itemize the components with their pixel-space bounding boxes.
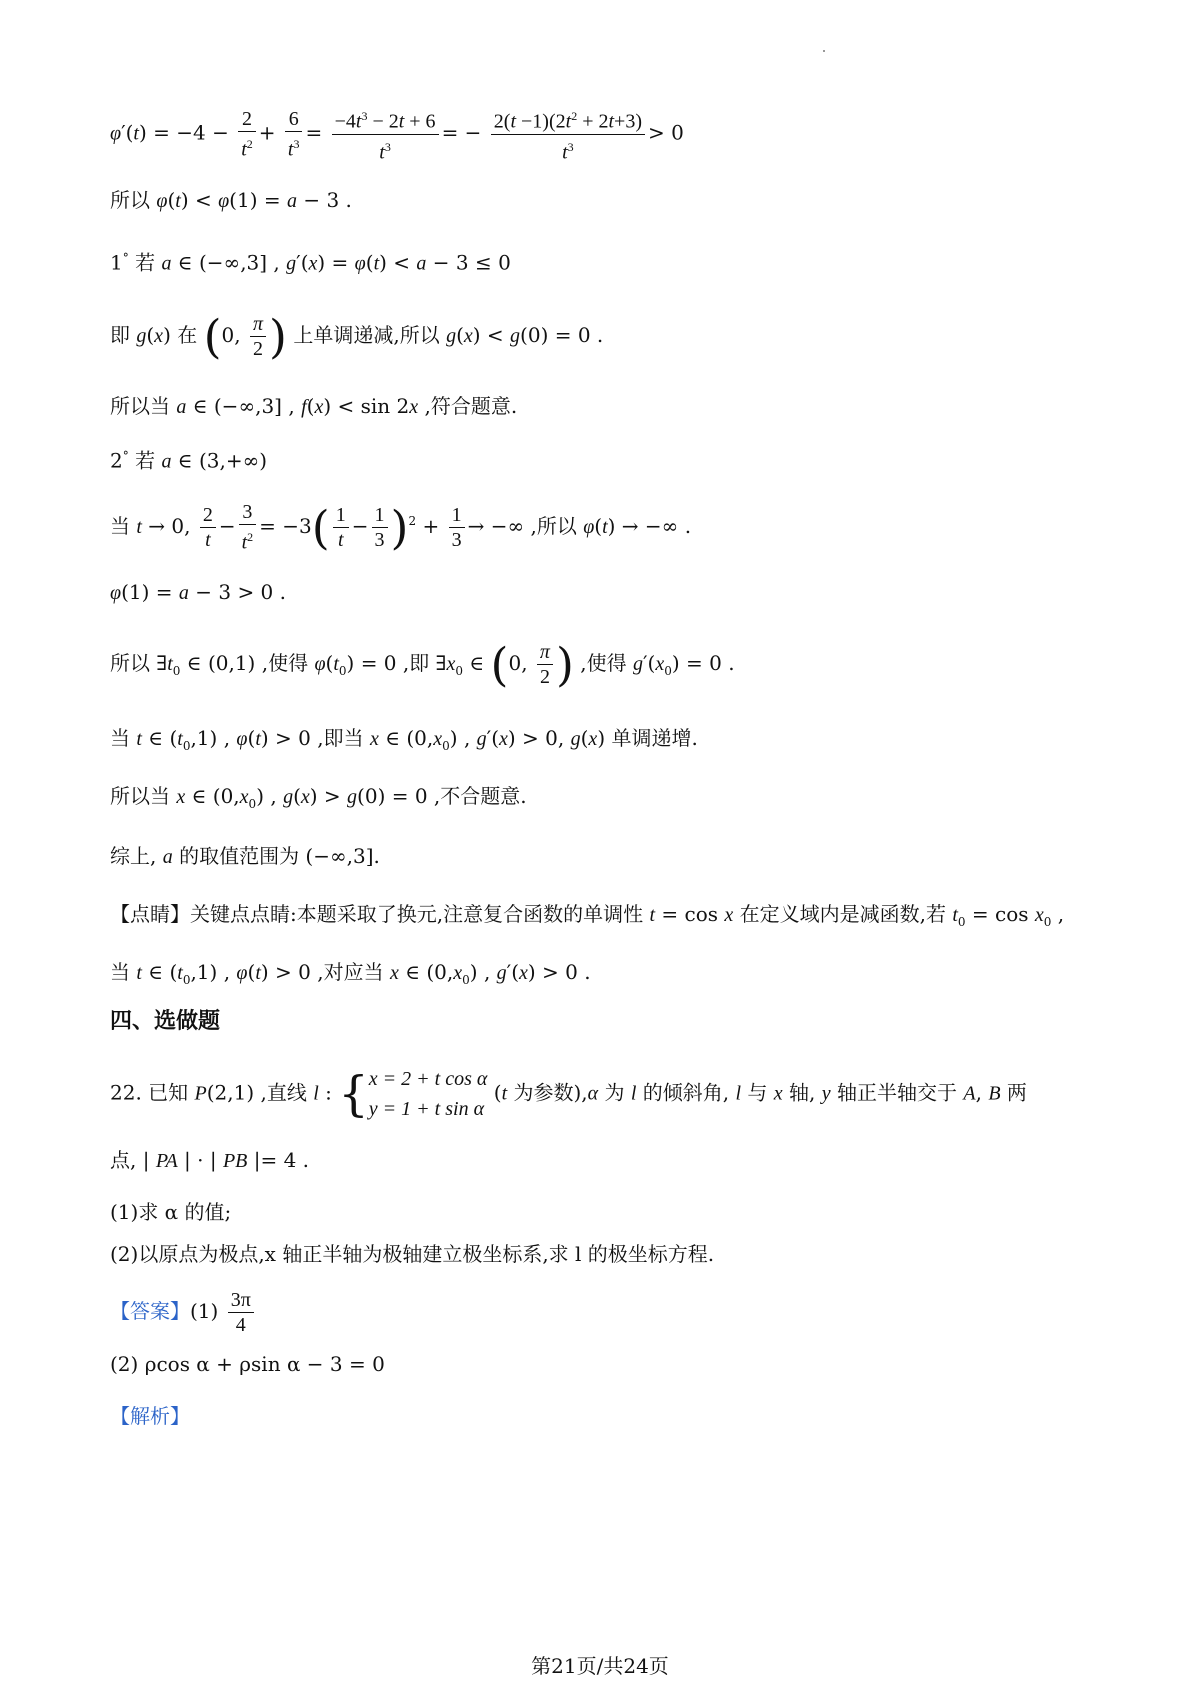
line-phi-one: φ(1) = a − 3 > 0 . <box>110 580 286 604</box>
line-tip-2: 当 t ∈ $(t_0,1)$ , φ(t) > 0 ,对应当 x ∈ $(0,x_0)$ , g′(x) > 0 . <box>110 960 591 987</box>
answer-label: 【答案】 <box>110 1299 190 1323</box>
line-case-1: 1° 若 a ∈ (−∞,3] , g′(x) = φ(t) < a − 3 ≤ 0 <box>110 250 511 275</box>
line-case-2: 2° 若 a ∈ (3,+∞) <box>110 448 268 473</box>
answer-line-1 <box>110 1288 257 1337</box>
section-heading: 四、选做题 <box>110 1009 221 1034</box>
line-g-decreasing: 即 g(x) 在 (0, $\frac{\pi}{2}$ ) 上单调递减,所以 g(x) < g(0) = 0 . <box>110 309 604 364</box>
page-footer: 第21页/共24页 <box>531 1654 669 1678</box>
question-22: 22. 已知 P(2,1) ,直线 l : {x = 2 + t cos α y = 1 + t sin α (t 为参数),α 为 l 的倾斜角, l 与 x 轴, y 轴正半轴交于 A, B 两 <box>110 1066 1027 1122</box>
answer-1-prefix: (1) <box>190 1299 219 1323</box>
line-increasing: 当 t ∈ $(t_0,1)$ , φ(t) > 0 ,即当 x ∈ $(0,x_0)$ , g′(x) > 0, g(x) 单调递增. <box>110 726 698 753</box>
line-limit: 当 t → 0, $\frac{2}{t}$ − $\frac{3}{t^2}$ = −3( $\frac{1}{t}$ − $\frac{1}{3}$ )$^2$ + $\frac{1}{3}$ → −∞ ,所以 φ(t) → −∞ . <box>110 500 692 555</box>
answer-1-denominator: 4 <box>228 1312 254 1337</box>
answer-1-numerator: 3π <box>230 1289 251 1311</box>
analysis-label: 【解析】 <box>110 1404 190 1428</box>
line-summary: 综上, a 的取值范围为 (−∞,3]. <box>110 844 380 868</box>
scan-dot <box>823 50 825 52</box>
line-conclusion-1: 所以当 a ∈ (−∞,3] , f(x) < sin 2x ,符合题意. <box>110 394 518 418</box>
question-22-cont: 点, | PA | · | PB |= 4 . <box>110 1148 310 1172</box>
line-phi-bound: 所以 φ(t) < φ(1) = a − 3 . <box>110 188 352 212</box>
line-exists: 所以 $\exists t_0$ ∈ (0,1) ,使得 $\varphi(t_0) = 0$ ,即 $\exists x_0$ ∈ (0, $\frac{\pi}{2}$ ) ,使得 $g'(x_0) = 0$ . <box>110 637 735 692</box>
sub-question-2: (2)以原点为极点,x 轴正半轴为极轴建立极坐标系,求 l 的极坐标方程. <box>110 1242 715 1266</box>
line-not-meet: 所以当 x ∈ $(0,x_0)$ , g(x) > g(0) = 0 ,不合题意. <box>110 784 527 811</box>
formula-phi-derivative: φ′(t) = −4 − $\frac{2}{t^2}$ + $\frac{6}{t^3}$ = $\frac{-4t^3 - 2t + 6}{t^3}$ = − $\frac{2(t -1)(2t^2 + 2t+3)}{t^3}$ > 0 <box>110 107 684 164</box>
answer-line-2: (2) ρcos α + ρsin α − 3 = 0 <box>110 1352 385 1376</box>
sub-question-1: (1)求 α 的值; <box>110 1200 232 1224</box>
line-tip: 【点睛】关键点点睛:本题采取了换元,注意复合函数的单调性 t = cos x 在定义域内是减函数,若 $t_0 = \cos x_0$ , <box>110 902 1065 929</box>
